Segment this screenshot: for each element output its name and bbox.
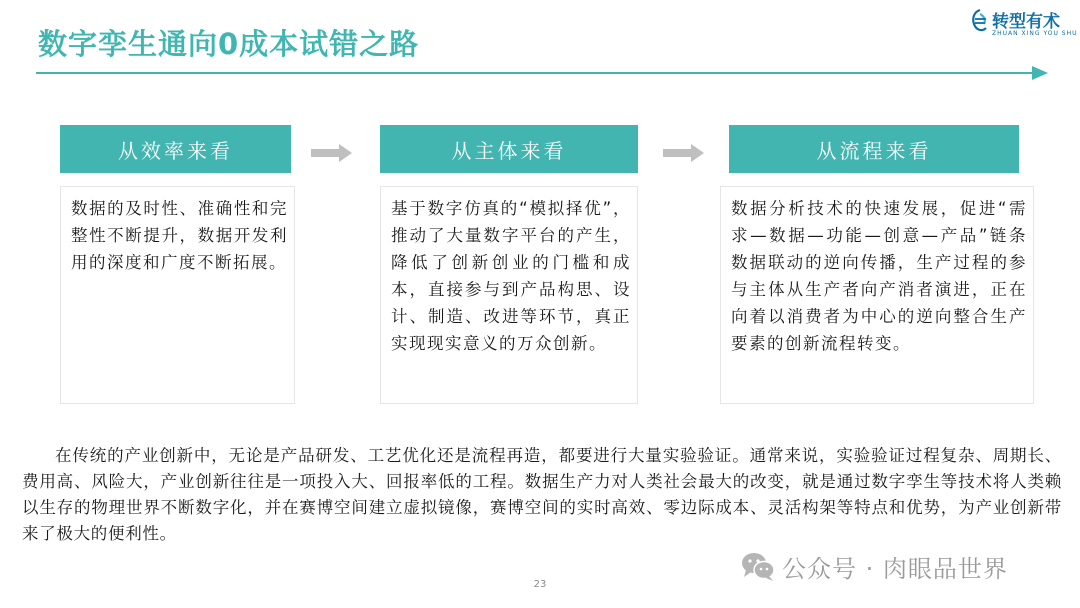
subject-heading: 从主体来看 (380, 125, 638, 173)
process-box: 数据分析技术的快速发展，促进“需求—数据—功能—创意—产品”链条数据联动的逆向传播，生产过程的参与主体从生产者向产消者演进，正在向着以消费者为中心的逆向整合生产要素的创新流程转变。 (720, 186, 1034, 404)
watermark-text: 公众号 · 肉眼品世界 (782, 554, 1008, 583)
efficiency-box: 数据的及时性、准确性和完整性不断提升，数据开发利用的深度和广度不断拓展。 (60, 186, 295, 404)
logo-subtitle: ZHUAN XING YOU SHU (992, 30, 1078, 37)
process-heading: 从流程来看 (729, 125, 1019, 173)
right-arrow-icon (663, 143, 705, 163)
wechat-icon (740, 550, 776, 582)
right-arrow-icon (311, 143, 353, 163)
logo-mark-icon (970, 8, 990, 34)
logo-name: 转型有术 (992, 12, 1060, 32)
subject-box: 基于数字仿真的“模拟择优”，推动了大量数字平台的产生，降低了创新创业的门槛和成本，直接参与到产品构思、设计、制造、改进等环节，真正实现现实意义的万众创新。 (380, 186, 638, 404)
brand-logo (970, 6, 1078, 46)
page-number: 23 (533, 579, 547, 590)
page-title: 数字孪生通向0成本试错之路 (38, 27, 420, 61)
title-divider-arrow (36, 64, 1050, 82)
body-paragraph: 在传统的产业创新中，无论是产品研发、工艺优化还是流程再造，都要进行大量实验验证。通常来说，实验验证过程复杂、周期长、费用高、风险大，产业创新往往是一项投入大、回报率低的工程。数据生产力对人类社会最大的改变，就是通过数字孪生等技术将人类赖以生存的物理世界不断数字化，并在赛博空间建立虚拟镜像，赛博空间的实时高效、零边际成本、灵活构架等特点和优势，为产业创新带来了极大的便利性。 (22, 446, 1062, 543)
efficiency-heading: 从效率来看 (60, 125, 291, 173)
